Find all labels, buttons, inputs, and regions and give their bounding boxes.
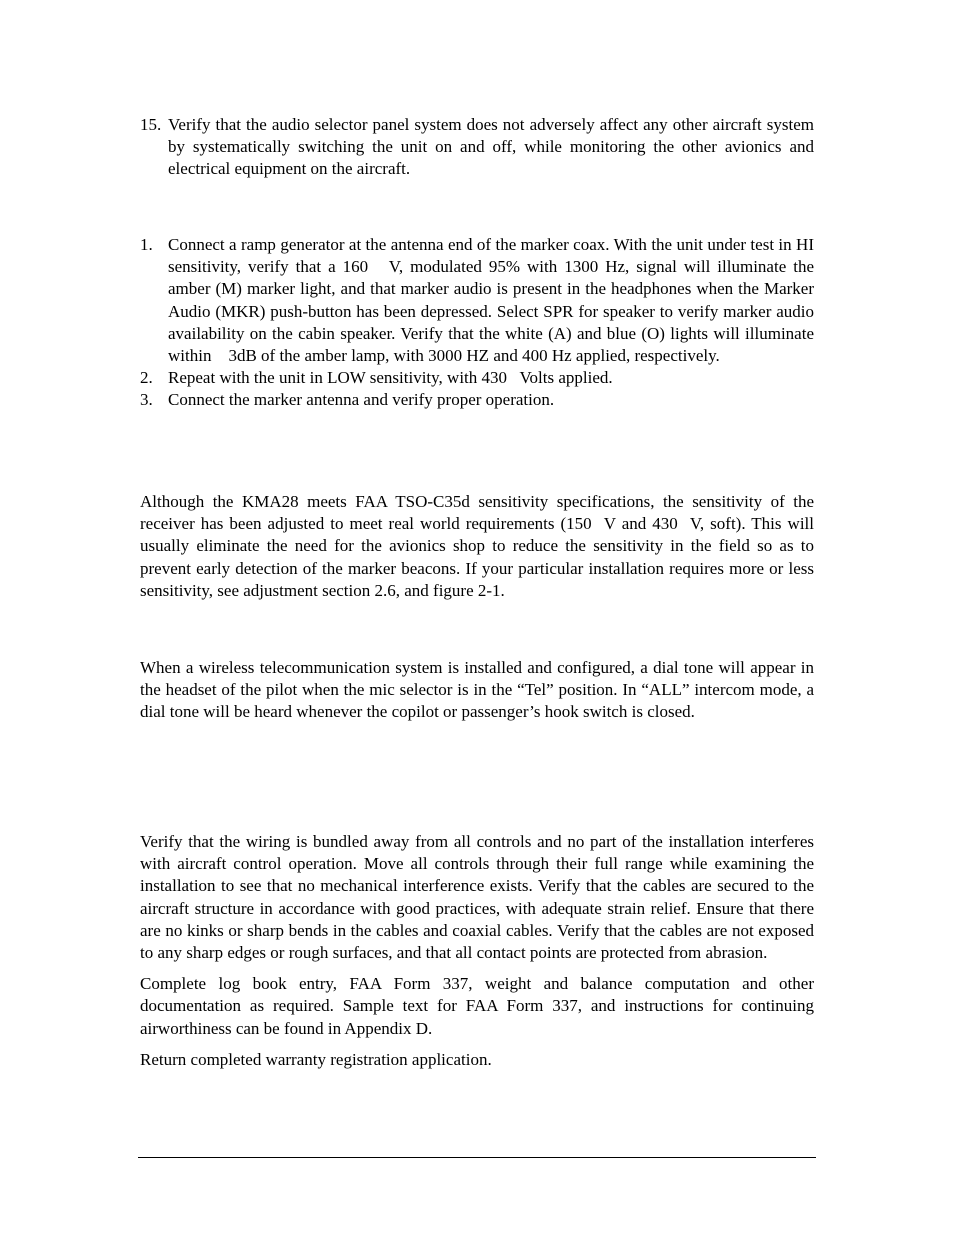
telecom-paragraph: When a wireless telecommunication system is installed and configured, a dial tone will appear in the headset of the pilot when the mic selector is in the “Tel” position. In “ALL” intercom mode, a dial tone will be heard whenever the copilot or passenger’s hook switch is closed. (140, 658, 814, 722)
list-text: Connect the marker antenna and verify proper operation. (168, 390, 555, 410)
list-number: 15. (140, 115, 162, 134)
sensitivity-section (140, 491, 814, 602)
list-item (140, 367, 814, 389)
final-inspection-section (140, 831, 814, 1071)
list-number: 1. (140, 235, 153, 254)
footer-rule (138, 1157, 816, 1158)
list-item (140, 234, 814, 367)
list-text: Repeat with the unit in LOW sensitivity, with 430 Volts applied. (168, 368, 613, 388)
list-item (140, 389, 814, 411)
wiring-paragraph: Verify that the wiring is bundled away from all controls and no part of the installation interferes with aircraft control operation. Move all controls through their full range while examining the installation to see that no mechanical interference exists. Verify that the cables are secured to the aircraft structure in accordance with good practices, with adequate strain relief. Ensure that there are no kinks or sharp bends in the cables and coaxial cables. Verify that the cables are not exposed to any sharp edges or rough surfaces, and that all contact points are protected from abrasion. (140, 832, 814, 963)
list-text: Connect a ramp generator at the antenna end of the marker coax. With the unit under test in HI sensitivity, verify that a 160 V, modulated 95% with 1300 Hz, signal will illuminate the amber (M) marker light, and that marker audio is present in the headphones when the Marker Audio (MKR) push-button has been depressed. Select SPR for speaker to verify marker audio availability on the cabin speaker. Verify that the white (A) and blue (O) lights will illuminate within 3dB of the amber lamp, with 3000 HZ and 400 Hz applied, respectively. (168, 235, 814, 366)
list-number: 2. (140, 368, 153, 388)
list-item (140, 114, 814, 181)
list-number: 3. (140, 390, 153, 410)
logbook-paragraph: Complete log book entry, FAA Form 337, weight and balance computation and other documentation as required. Sample text for FAA Form 337, and instructions for continuing airworthiness can be found in Appendix D. (140, 974, 814, 1038)
warranty-paragraph: Return completed warranty registration application. (140, 1049, 492, 1069)
list-text: Verify that the audio selector panel system does not adversely affect any other aircraft system by systematically switching the unit on and off, while monitoring the other avionics and electrical equipment on the aircraft. (168, 115, 814, 179)
marker-test-steps (140, 234, 814, 412)
sensitivity-paragraph: Although the KMA28 meets FAA TSO-C35d sensitivity specifications, the sensitivity of the receiver has been adjusted to meet real world requirements (150 V and 430 V, soft). This will usually eliminate the need for the avionics shop to reduce the sensitivity in the field so as to prevent early detection of the marker beacons. If your particular installation requires more or less sensitivity, see adjustment section 2.6, and figure 2-1. (140, 492, 814, 600)
telecom-section (140, 657, 814, 724)
step-15 (140, 114, 814, 181)
